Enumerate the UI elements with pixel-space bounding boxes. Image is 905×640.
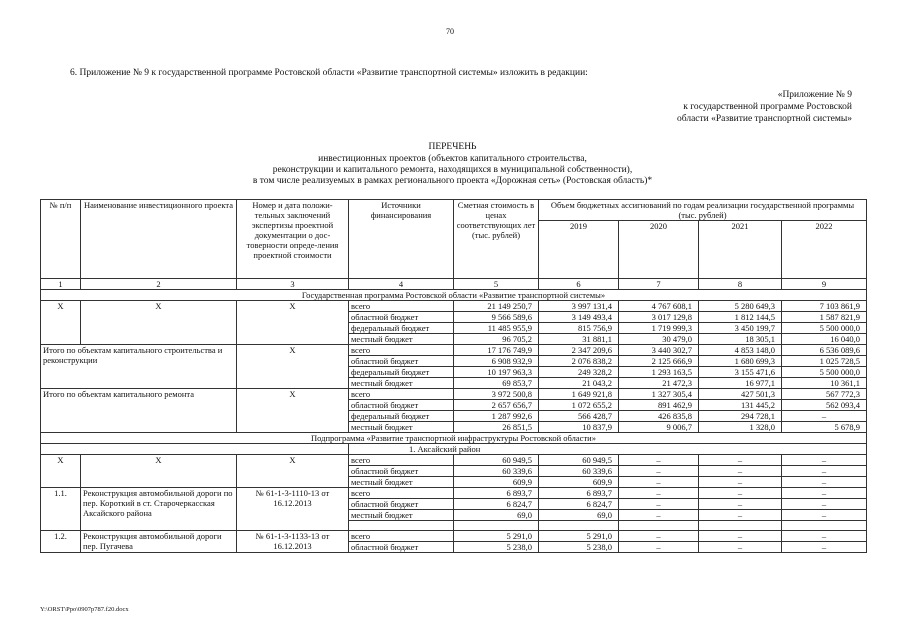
source-label: областной бюджет <box>349 499 454 510</box>
file-path-footer: Y:\ORST\Ppo\0907p787.f20.docx <box>40 606 129 613</box>
value-cell: 6 893,7 <box>454 488 539 499</box>
source-label: областной бюджет <box>349 466 454 477</box>
value-cell: – <box>782 542 867 553</box>
value-cell: – <box>699 466 782 477</box>
value-cell: 21 472,3 <box>619 378 699 389</box>
source-label: всего <box>349 531 454 542</box>
appendix-line-3: области «Развитие транспортной системы» <box>677 114 852 124</box>
value-cell: 30 479,0 <box>619 334 699 345</box>
section-subprogram: Подпрограмма «Развитие транспортной инфраструктуры Ростовской области» <box>41 433 867 444</box>
source-label: областной бюджет <box>349 356 454 367</box>
value-cell: – <box>699 531 782 542</box>
value-cell: – <box>782 466 867 477</box>
value-cell: – <box>619 531 699 542</box>
value-cell: 1 328,0 <box>699 422 782 433</box>
col-number: 2 <box>81 279 237 290</box>
value-cell: 5 238,0 <box>539 542 619 553</box>
source-label: федеральный бюджет <box>349 411 454 422</box>
value-cell: 5 280 649,3 <box>699 301 782 312</box>
value-cell: 1 812 144,5 <box>699 312 782 323</box>
value-cell: 1 072 655,2 <box>539 400 619 411</box>
value-cell: – <box>619 499 699 510</box>
value-cell: 21 149 250,7 <box>454 301 539 312</box>
value-cell: 69,0 <box>454 510 539 521</box>
value-cell: 294 728,1 <box>699 411 782 422</box>
value-cell: 5 291,0 <box>454 531 539 542</box>
header-year-2019: 2019 <box>539 221 619 279</box>
value-cell: 3 149 493,4 <box>539 312 619 323</box>
x-mark: Х <box>237 301 349 345</box>
col-number: 6 <box>539 279 619 290</box>
x-mark: Х <box>41 301 81 345</box>
col-number: 4 <box>349 279 454 290</box>
header-sources: Источники финансирования <box>349 200 454 279</box>
value-cell: 131 445,2 <box>699 400 782 411</box>
source-label: областной бюджет <box>349 542 454 553</box>
col-number: 9 <box>782 279 867 290</box>
value-cell: 60 339,6 <box>454 466 539 477</box>
value-cell: 891 462,9 <box>619 400 699 411</box>
value-cell: 427 501,3 <box>699 389 782 400</box>
value-cell: 3 997 131,4 <box>539 301 619 312</box>
value-cell: 2 347 209,6 <box>539 345 619 356</box>
empty-cell <box>782 521 867 531</box>
project-expertise: № 61-1-3-1110-13 от 16.12.2013 <box>237 488 349 531</box>
value-cell: 17 176 749,9 <box>454 345 539 356</box>
empty-cell <box>539 521 619 531</box>
value-cell: – <box>619 542 699 553</box>
value-cell: – <box>782 499 867 510</box>
header-estimated-cost: Сметная стоимость в ценах соответствующих лет (тыс. рублей) <box>454 200 539 279</box>
source-label: всего <box>349 488 454 499</box>
value-cell: 1 293 163,5 <box>619 367 699 378</box>
value-cell: 60 339,6 <box>539 466 619 477</box>
value-cell: – <box>782 510 867 521</box>
value-cell: – <box>619 510 699 521</box>
empty-cell <box>349 521 454 531</box>
table-row <box>41 455 867 466</box>
value-cell: – <box>782 455 867 466</box>
value-cell: 2 657 656,7 <box>454 400 539 411</box>
value-cell: 609,9 <box>454 477 539 488</box>
value-cell: 69,0 <box>539 510 619 521</box>
value-cell: 6 824,7 <box>539 499 619 510</box>
value-cell: 10 837,9 <box>539 422 619 433</box>
total-construction-label: Итого по объектам капитального строительства и реконструкции <box>41 345 237 389</box>
source-label: областной бюджет <box>349 400 454 411</box>
value-cell: 4 767 608,1 <box>619 301 699 312</box>
investment-projects-table <box>40 199 867 553</box>
value-cell: – <box>619 488 699 499</box>
table-row <box>41 531 867 542</box>
value-cell: 2 076 838,2 <box>539 356 619 367</box>
value-cell: 1 587 821,9 <box>782 312 867 323</box>
source-label: всего <box>349 455 454 466</box>
value-cell: 7 103 861,9 <box>782 301 867 312</box>
value-cell: – <box>619 477 699 488</box>
page-number: 70 <box>446 27 454 36</box>
project-number: 1.2. <box>41 531 81 553</box>
value-cell: 10 197 963,3 <box>454 367 539 378</box>
project-name: Реконструкция автомобильной дороги по пер. Короткий в ст. Старочеркасская Аксайского района <box>81 488 237 531</box>
value-cell: 11 485 955,9 <box>454 323 539 334</box>
col-number: 5 <box>454 279 539 290</box>
table-row <box>41 345 867 356</box>
col-number: 1 <box>41 279 81 290</box>
col-number: 7 <box>619 279 699 290</box>
source-label: местный бюджет <box>349 477 454 488</box>
value-cell: 815 756,9 <box>539 323 619 334</box>
value-cell: 4 853 148,0 <box>699 345 782 356</box>
col-number: 8 <box>699 279 782 290</box>
value-cell: 3 017 129,8 <box>619 312 699 323</box>
value-cell: 60 949,5 <box>454 455 539 466</box>
value-cell: 16 040,0 <box>782 334 867 345</box>
header-expertise: Номер и дата положи-тельных заключений экспертизы проектной документации о дос-товерности опреде-ления проектной стоимости <box>237 200 349 279</box>
title-line-2: инвестиционных проектов (объектов капитального строительства, <box>318 154 587 164</box>
value-cell: 3 155 471,6 <box>699 367 782 378</box>
source-label: местный бюджет <box>349 334 454 345</box>
source-label: всего <box>349 389 454 400</box>
value-cell: 9 006,7 <box>619 422 699 433</box>
value-cell: 16 977,1 <box>699 378 782 389</box>
total-repair-label: Итого по объектам капитального ремонта <box>41 389 237 433</box>
project-name: Реконструкция автомобильной дороги пер. Пугачева <box>81 531 237 553</box>
empty-cell <box>454 521 539 531</box>
source-label: местный бюджет <box>349 378 454 389</box>
empty-cell <box>619 521 699 531</box>
value-cell: 609,9 <box>539 477 619 488</box>
x-mark: Х <box>237 455 349 488</box>
value-cell: – <box>619 466 699 477</box>
header-number: № п/п <box>41 200 81 279</box>
value-cell: 60 949,5 <box>539 455 619 466</box>
value-cell: 5 500 000,0 <box>782 323 867 334</box>
value-cell: – <box>782 488 867 499</box>
value-cell: 3 440 302,7 <box>619 345 699 356</box>
table-row <box>41 389 867 400</box>
project-expertise: № 61-1-3-1133-13 от 16.12.2013 <box>237 531 349 553</box>
value-cell: 1 680 699,3 <box>699 356 782 367</box>
value-cell: 1 287 992,6 <box>454 411 539 422</box>
section-district: 1. Аксайский район <box>349 444 867 455</box>
source-label: местный бюджет <box>349 510 454 521</box>
header-year-2022: 2022 <box>782 221 867 279</box>
value-cell: – <box>699 542 782 553</box>
source-label: федеральный бюджет <box>349 367 454 378</box>
document-title: ПЕРЕЧЕНЬ <box>428 142 477 152</box>
value-cell: 6 893,7 <box>539 488 619 499</box>
appendix-line-2: к государственной программе Ростовской <box>683 102 852 112</box>
title-line-3: реконструкции и капитального ремонта, находящихся в муниципальной собственности), <box>272 165 633 175</box>
value-cell: 6 536 089,6 <box>782 345 867 356</box>
title-line-4: в том числе реализуемых в рамках регионального проекта «Дорожная сеть» (Ростовская область)* <box>252 176 653 186</box>
value-cell: 5 238,0 <box>454 542 539 553</box>
value-cell: 21 043,2 <box>539 378 619 389</box>
value-cell: 3 972 500,8 <box>454 389 539 400</box>
value-cell: 1 327 305,4 <box>619 389 699 400</box>
value-cell: – <box>699 455 782 466</box>
intro-text: 6. Приложение № 9 к государственной программе Ростовской области «Развитие транспортной системы» изложить в редакции: <box>70 68 588 78</box>
value-cell: 1 649 921,8 <box>539 389 619 400</box>
value-cell: – <box>782 411 867 422</box>
value-cell: 5 500 000,0 <box>782 367 867 378</box>
section-program: Государственная программа Ростовской области «Развитие транспортной системы» <box>41 290 867 301</box>
value-cell: 5 291,0 <box>539 531 619 542</box>
empty-cell <box>699 521 782 531</box>
value-cell: 1 025 728,5 <box>782 356 867 367</box>
x-mark: Х <box>237 389 349 433</box>
x-mark: Х <box>81 301 237 345</box>
value-cell: 3 450 199,7 <box>699 323 782 334</box>
col-number: 3 <box>237 279 349 290</box>
value-cell: 6 824,7 <box>454 499 539 510</box>
value-cell: – <box>782 477 867 488</box>
value-cell: 96 705,2 <box>454 334 539 345</box>
value-cell: 5 678,9 <box>782 422 867 433</box>
appendix-line-1: «Приложение № 9 <box>777 90 852 100</box>
x-mark: Х <box>81 455 237 488</box>
value-cell: – <box>619 455 699 466</box>
source-label: местный бюджет <box>349 422 454 433</box>
source-label: областной бюджет <box>349 312 454 323</box>
value-cell: – <box>699 510 782 521</box>
project-number: 1.1. <box>41 488 81 531</box>
x-mark: Х <box>237 345 349 389</box>
value-cell: 567 772,3 <box>782 389 867 400</box>
header-year-2021: 2021 <box>699 221 782 279</box>
value-cell: 6 908 932,9 <box>454 356 539 367</box>
value-cell: 1 719 999,3 <box>619 323 699 334</box>
x-mark: Х <box>41 455 81 488</box>
value-cell: 426 835,8 <box>619 411 699 422</box>
value-cell: 9 566 589,6 <box>454 312 539 323</box>
value-cell: 31 881,1 <box>539 334 619 345</box>
source-label: всего <box>349 345 454 356</box>
header-project-name: Наименование инвестиционного проекта <box>81 200 237 279</box>
table-row <box>41 488 867 499</box>
value-cell: 562 093,4 <box>782 400 867 411</box>
value-cell: – <box>782 531 867 542</box>
source-label: всего <box>349 301 454 312</box>
value-cell: 566 428,7 <box>539 411 619 422</box>
value-cell: 69 853,7 <box>454 378 539 389</box>
source-label: федеральный бюджет <box>349 323 454 334</box>
table-row <box>41 301 867 312</box>
spacer-cell <box>41 444 349 455</box>
value-cell: 249 328,2 <box>539 367 619 378</box>
value-cell: 18 305,1 <box>699 334 782 345</box>
value-cell: 26 851,5 <box>454 422 539 433</box>
value-cell: – <box>699 477 782 488</box>
value-cell: 10 361,1 <box>782 378 867 389</box>
value-cell: – <box>699 499 782 510</box>
header-year-2020: 2020 <box>619 221 699 279</box>
header-budget-group: Объем бюджетных ассигнований по годам реализации государственной программы (тыс. рублей) <box>539 200 867 221</box>
value-cell: 2 125 666,9 <box>619 356 699 367</box>
value-cell: – <box>699 488 782 499</box>
